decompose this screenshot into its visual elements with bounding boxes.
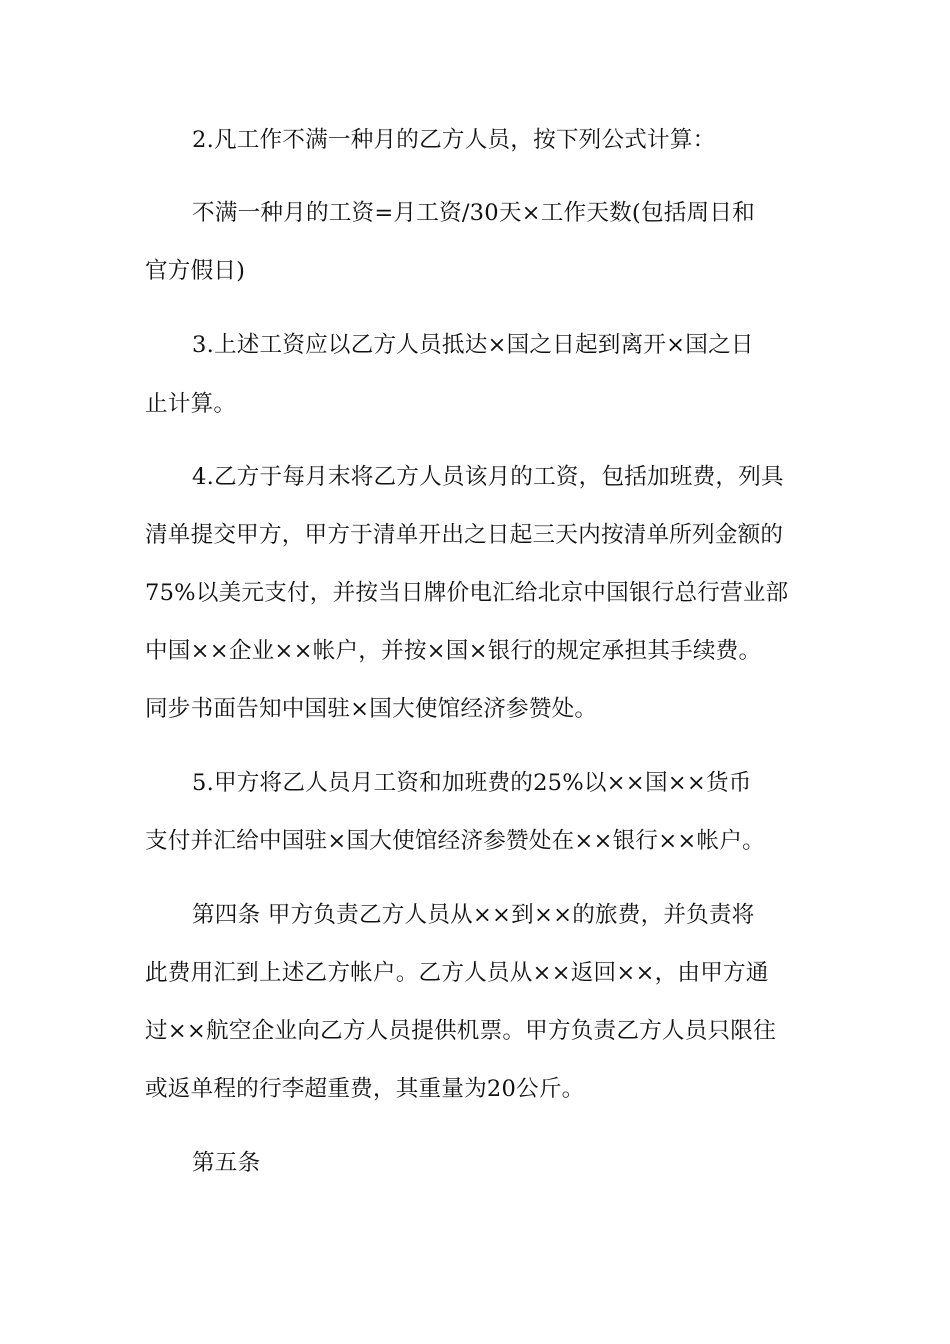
- paragraph-formula-line-2: 官方假日): [145, 258, 246, 284]
- article-4-line-4: 或返单程的行李超重费，其重量为20公斤。: [145, 1076, 585, 1102]
- paragraph-5-line-1: 5.甲方将乙人员月工资和加班费的25%以××国××货币: [192, 770, 752, 796]
- paragraph-4-line-5: 同步书面告知中国驻×国大使馆经济参赞处。: [145, 696, 598, 722]
- paragraph-4-line-3: 75%以美元支付，并按当日牌价电汇给北京中国银行总行营业部: [145, 580, 789, 606]
- paragraph-4-line-1: 4.乙方于每月末将乙方人员该月的工资，包括加班费，列具: [192, 464, 784, 490]
- paragraph-4-line-4: 中国××企业××帐户，并按×国×银行的规定承担其手续费。: [145, 638, 762, 664]
- article-5-heading: 第五条: [192, 1150, 261, 1176]
- paragraph-3-line-1: 3.上述工资应以乙方人员抵达×国之日起到离开×国之日: [192, 332, 754, 358]
- paragraph-3-line-2: 止计算。: [145, 391, 237, 417]
- article-4-line-3: 过××航空企业向乙方人员提供机票。甲方负责乙方人员只限往: [145, 1018, 776, 1044]
- paragraph-formula-line-1: 不满一种月的工资=月工资/30天×工作天数(包括周日和: [192, 200, 755, 226]
- article-4-line-2: 此费用汇到上述乙方帐户。乙方人员从××返回××，由甲方通: [145, 960, 769, 986]
- paragraph-2-line-1: 2.凡工作不满一种月的乙方人员，按下列公式计算：: [192, 127, 716, 153]
- article-4-line-1: 第四条 甲方负责乙方人员从××到××的旅费，并负责将: [192, 902, 755, 928]
- paragraph-5-line-2: 支付并汇给中国驻×国大使馆经济参赞处在××银行××帐户。: [145, 828, 765, 854]
- paragraph-4-line-2: 清单提交甲方，甲方于清单开出之日起三天内按清单所列金额的: [145, 522, 784, 548]
